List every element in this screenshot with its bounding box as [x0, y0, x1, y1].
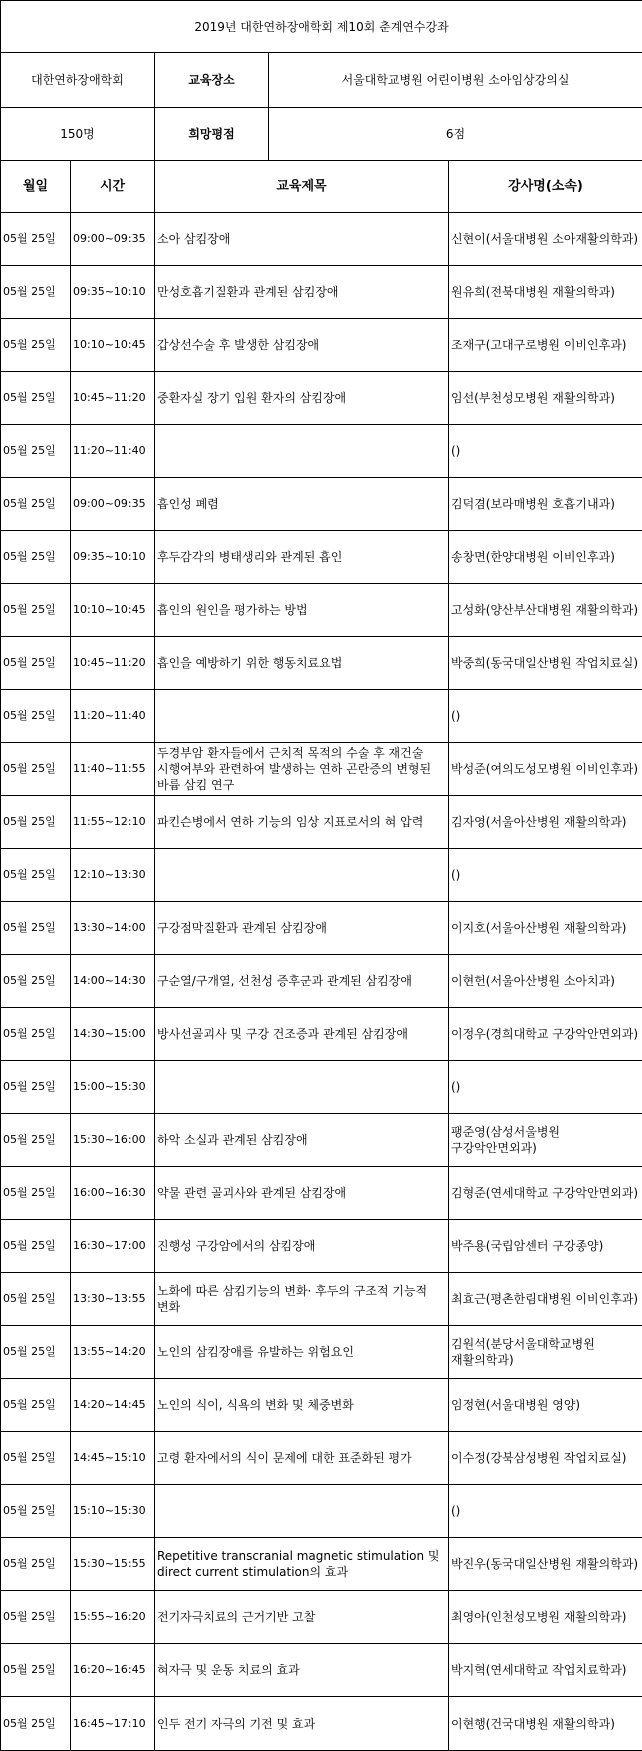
session-row — [1, 1114, 642, 1167]
session-date: 05월 25일 — [1, 849, 71, 902]
session-time: 11:20~11:40 — [71, 425, 155, 478]
session-date: 05월 25일 — [1, 955, 71, 1008]
session-time: 16:45~17:10 — [71, 1697, 155, 1751]
session-lecturer: 박진우(동국대일산병원 재활의학과) — [449, 1538, 642, 1591]
session-lecturer: () — [449, 849, 642, 902]
session-date: 05월 25일 — [1, 1538, 71, 1591]
session-date: 05월 25일 — [1, 1008, 71, 1061]
session-time: 15:00~15:30 — [71, 1061, 155, 1114]
session-row — [1, 1591, 642, 1644]
col-time-header: 시간 — [71, 161, 155, 213]
session-row — [1, 1697, 642, 1751]
session-title — [155, 425, 449, 478]
session-title: 후두감각의 병태생리와 관계된 흡인 — [155, 531, 449, 584]
session-title: 인두 전기 자극의 기전 및 효과 — [155, 1697, 449, 1751]
session-title: 구순열/구개열, 선천성 증후군과 관계된 삼킴장애 — [155, 955, 449, 1008]
session-row — [1, 319, 642, 372]
session-lecturer: 이현헌(서울아산병원 소아치과) — [449, 955, 642, 1008]
session-date: 05월 25일 — [1, 1644, 71, 1697]
session-row — [1, 1538, 642, 1591]
session-time: 10:10~10:45 — [71, 584, 155, 637]
session-title: 노화에 따른 삼킴기능의 변화· 후두의 구조적 기능적 변화 — [155, 1273, 449, 1326]
col-lecturer-header: 강사명(소속) — [449, 161, 642, 213]
session-date: 05월 25일 — [1, 531, 71, 584]
session-lecturer: 이정우(경희대학교 구강악안면외과) — [449, 1008, 642, 1061]
session-date: 05월 25일 — [1, 319, 71, 372]
session-date: 05월 25일 — [1, 637, 71, 690]
session-date: 05월 25일 — [1, 1167, 71, 1220]
session-date: 05월 25일 — [1, 1114, 71, 1167]
session-row — [1, 1220, 642, 1273]
session-title — [155, 1485, 449, 1538]
session-row — [1, 266, 642, 319]
session-title: 소아 삼킴장애 — [155, 213, 449, 266]
session-lecturer: () — [449, 690, 642, 743]
capacity: 150명 — [1, 108, 155, 161]
session-title — [155, 690, 449, 743]
session-title: 두경부암 환자들에서 근치적 목적의 수술 후 재건술 시행여부와 관련하여 발생하는 연하 곤란증의 변형된 바륨 삼킴 연구 — [155, 743, 449, 796]
session-lecturer: 최효근(평촌한림대병원 이비인후과) — [449, 1273, 642, 1326]
session-row — [1, 1008, 642, 1061]
session-time: 09:35~10:10 — [71, 531, 155, 584]
session-title: 노인의 삼킴장애를 유발하는 위험요인 — [155, 1326, 449, 1379]
session-row — [1, 849, 642, 902]
session-title: 방사선골괴사 및 구강 건조증과 관계된 삼킴장애 — [155, 1008, 449, 1061]
session-row — [1, 1644, 642, 1697]
session-lecturer: 팽준영(삼성서울병원 구강악안면외과) — [449, 1114, 642, 1167]
session-date: 05월 25일 — [1, 1061, 71, 1114]
session-lecturer: 조재구(고대구로병원 이비인후과) — [449, 319, 642, 372]
session-row — [1, 1167, 642, 1220]
session-lecturer: 박중희(동국대일산병원 작업치료실) — [449, 637, 642, 690]
session-time: 16:30~17:00 — [71, 1220, 155, 1273]
session-row — [1, 1326, 642, 1379]
session-time: 16:00~16:30 — [71, 1167, 155, 1220]
session-time: 09:35~10:10 — [71, 266, 155, 319]
credit: 6점 — [269, 108, 642, 161]
venue-label: 교육장소 — [155, 53, 269, 108]
session-time: 13:30~14:00 — [71, 902, 155, 955]
session-title: Repetitive transcranial magnetic stimulation 및 direct current stimulation의 효과 — [155, 1538, 449, 1591]
session-row — [1, 690, 642, 743]
session-time: 14:20~14:45 — [71, 1379, 155, 1432]
session-row — [1, 213, 642, 266]
session-date: 05월 25일 — [1, 478, 71, 531]
session-title: 전기자극치료의 근거기반 고찰 — [155, 1591, 449, 1644]
session-title: 구강점막질환과 관계된 삼킴장애 — [155, 902, 449, 955]
session-time: 15:55~16:20 — [71, 1591, 155, 1644]
session-lecturer: () — [449, 1061, 642, 1114]
session-lecturer: 임선(부천성모병원 재활의학과) — [449, 372, 642, 425]
session-time: 14:30~15:00 — [71, 1008, 155, 1061]
session-row — [1, 1273, 642, 1326]
organizer: 대한연하장애학회 — [1, 53, 155, 108]
session-lecturer: 박성준(여의도성모병원 이비인후과) — [449, 743, 642, 796]
session-title — [155, 1061, 449, 1114]
session-time: 12:10~13:30 — [71, 849, 155, 902]
session-date: 05월 25일 — [1, 1326, 71, 1379]
session-time: 14:45~15:10 — [71, 1432, 155, 1485]
session-time: 15:10~15:30 — [71, 1485, 155, 1538]
session-row — [1, 1432, 642, 1485]
session-title: 진행성 구강암에서의 삼킴장애 — [155, 1220, 449, 1273]
session-lecturer: 이수정(강북삼성병원 작업치료실) — [449, 1432, 642, 1485]
session-time: 15:30~15:55 — [71, 1538, 155, 1591]
session-row — [1, 425, 642, 478]
course-title: 2019년 대한연하장애학회 제10회 춘계연수강좌 — [1, 1, 642, 53]
schedule-body — [1, 213, 642, 1751]
session-row — [1, 902, 642, 955]
session-title: 혀자극 및 운동 치료의 효과 — [155, 1644, 449, 1697]
session-title: 갑상선수술 후 발생한 삼킴장애 — [155, 319, 449, 372]
session-date: 05월 25일 — [1, 1485, 71, 1538]
session-title: 고령 환자에서의 식이 문제에 대한 표준화된 평가 — [155, 1432, 449, 1485]
session-lecturer: 박주용(국립암센터 구강종양) — [449, 1220, 642, 1273]
session-date: 05월 25일 — [1, 213, 71, 266]
session-row — [1, 1485, 642, 1538]
session-lecturer: 고성화(양산부산대병원 재활의학과) — [449, 584, 642, 637]
session-date: 05월 25일 — [1, 425, 71, 478]
session-time: 11:40~11:55 — [71, 743, 155, 796]
session-row — [1, 584, 642, 637]
session-row — [1, 796, 642, 849]
session-date: 05월 25일 — [1, 1220, 71, 1273]
session-time: 15:30~16:00 — [71, 1114, 155, 1167]
venue: 서울대학교병원 어린이병원 소아임상강의실 — [269, 53, 642, 108]
session-date: 05월 25일 — [1, 266, 71, 319]
session-date: 05월 25일 — [1, 372, 71, 425]
session-date: 05월 25일 — [1, 1697, 71, 1751]
session-lecturer: 김자영(서울아산병원 재활의학과) — [449, 796, 642, 849]
session-title — [155, 849, 449, 902]
session-date: 05월 25일 — [1, 584, 71, 637]
session-lecturer: 임정현(서울대병원 영양) — [449, 1379, 642, 1432]
session-time: 11:20~11:40 — [71, 690, 155, 743]
session-title: 노인의 식이, 식욕의 변화 및 체중변화 — [155, 1379, 449, 1432]
credit-label: 희망평점 — [155, 108, 269, 161]
session-row — [1, 1061, 642, 1114]
session-time: 09:00~09:35 — [71, 213, 155, 266]
session-row — [1, 531, 642, 584]
session-date: 05월 25일 — [1, 743, 71, 796]
session-date: 05월 25일 — [1, 690, 71, 743]
session-date: 05월 25일 — [1, 796, 71, 849]
session-date: 05월 25일 — [1, 1591, 71, 1644]
session-date: 05월 25일 — [1, 1273, 71, 1326]
session-lecturer: 이현행(건국대병원 재활의학과) — [449, 1697, 642, 1751]
session-time: 16:20~16:45 — [71, 1644, 155, 1697]
session-lecturer: 박지혁(연세대학교 작업치료학과) — [449, 1644, 642, 1697]
session-title: 하악 소실과 관계된 삼킴장애 — [155, 1114, 449, 1167]
session-lecturer: 김형준(연세대학교 구강악안면외과) — [449, 1167, 642, 1220]
session-title: 흡인을 예방하기 위한 행동치료요법 — [155, 637, 449, 690]
session-row — [1, 743, 642, 796]
session-row — [1, 372, 642, 425]
session-lecturer: 이지호(서울아산병원 재활의학과) — [449, 902, 642, 955]
session-date: 05월 25일 — [1, 902, 71, 955]
session-title: 약물 관련 골괴사와 관계된 삼킴장애 — [155, 1167, 449, 1220]
session-time: 09:00~09:35 — [71, 478, 155, 531]
session-title: 파킨슨병에서 연하 기능의 임상 지표로서의 혀 압력 — [155, 796, 449, 849]
session-lecturer: 김덕겸(보라매병원 호흡기내과) — [449, 478, 642, 531]
session-lecturer: 원유희(전북대병원 재활의학과) — [449, 266, 642, 319]
session-time: 11:55~12:10 — [71, 796, 155, 849]
session-lecturer: 신현이(서울대병원 소아재활의학과) — [449, 213, 642, 266]
session-lecturer: 최영아(인천성모병원 재활의학과) — [449, 1591, 642, 1644]
session-row — [1, 478, 642, 531]
session-title: 만성호흡기질환과 관계된 삼킴장애 — [155, 266, 449, 319]
session-row — [1, 955, 642, 1008]
session-lecturer: 송창면(한양대병원 이비인후과) — [449, 531, 642, 584]
session-lecturer: () — [449, 1485, 642, 1538]
col-date-header: 월일 — [1, 161, 71, 213]
session-date: 05월 25일 — [1, 1432, 71, 1485]
session-lecturer: () — [449, 425, 642, 478]
schedule-table — [0, 160, 642, 1751]
session-title: 중환자실 장기 입원 환자의 삼킴장애 — [155, 372, 449, 425]
col-title-header: 교육제목 — [155, 161, 449, 213]
session-time: 13:55~14:20 — [71, 1326, 155, 1379]
session-lecturer: 김원석(분당서울대학교병원 재활의학과) — [449, 1326, 642, 1379]
course-info-table — [0, 0, 642, 161]
session-time: 10:45~11:20 — [71, 637, 155, 690]
session-title: 흡인성 폐렴 — [155, 478, 449, 531]
session-time: 10:45~11:20 — [71, 372, 155, 425]
session-time: 10:10~10:45 — [71, 319, 155, 372]
session-date: 05월 25일 — [1, 1379, 71, 1432]
session-time: 13:30~13:55 — [71, 1273, 155, 1326]
session-time: 14:00~14:30 — [71, 955, 155, 1008]
session-row — [1, 1379, 642, 1432]
session-row — [1, 637, 642, 690]
session-title: 흡인의 원인을 평가하는 방법 — [155, 584, 449, 637]
